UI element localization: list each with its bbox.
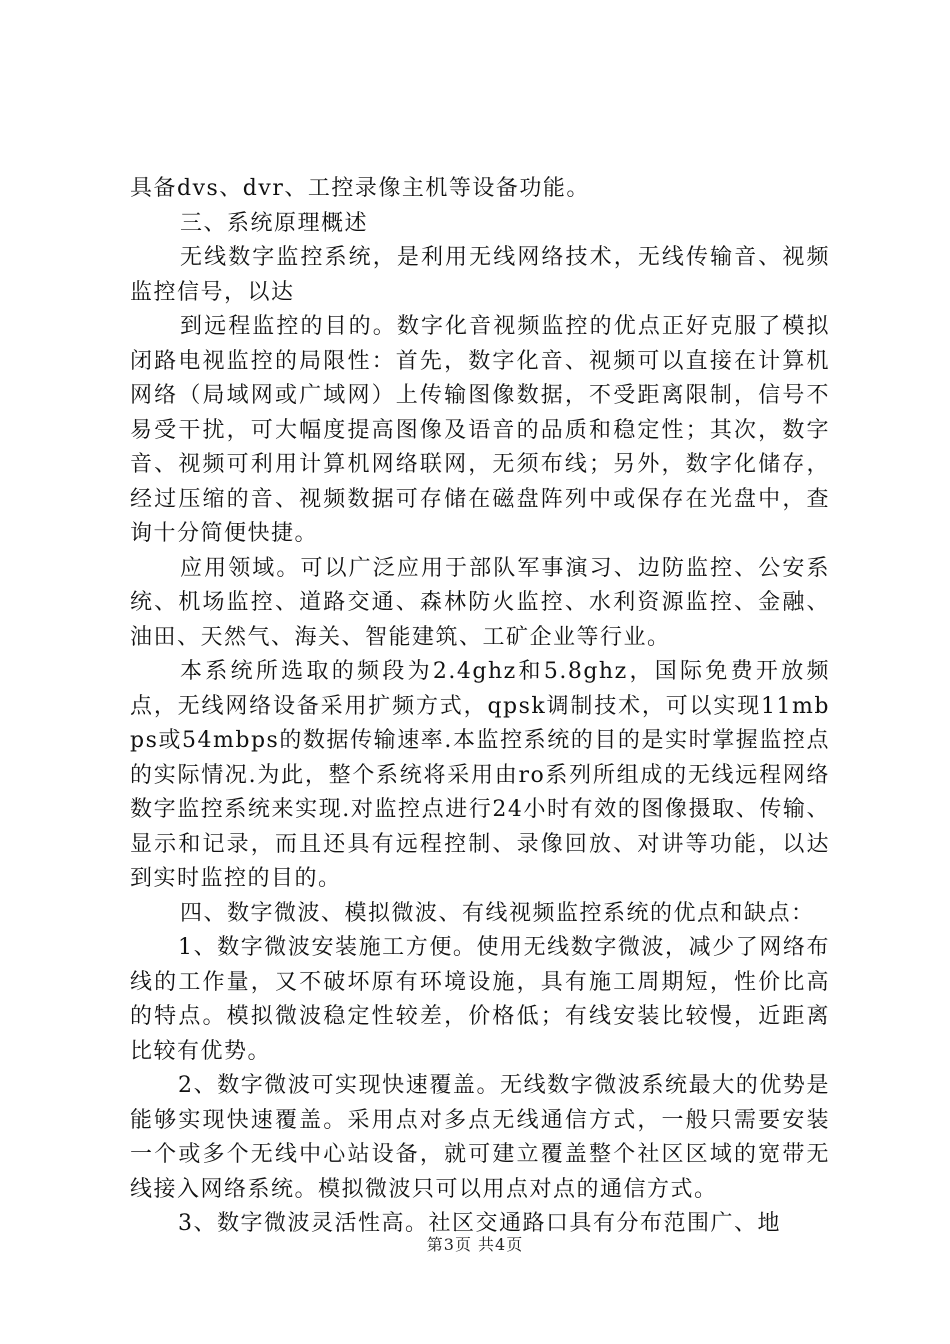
list-item-coverage: 2、数字微波可实现快速覆盖。无线数字微波系统最大的优势是能够实现快速覆盖。采用点对多点无线通信方式，一般只需要安装一个或多个无线中心站设备，就可建立覆盖整个社区区域的宽带无线接入网络系统。模拟微波只可以用点对点的通信方式。 [130, 1073, 830, 1202]
paragraph-application-fields: 应用领域。可以广泛应用于部队军事演习、边防监控、公安系统、机场监控、道路交通、森林防火监控、水利资源监控、金融、油田、天然气、海关、智能建筑、工矿企业等行业。 [130, 555, 830, 650]
list-item-flexibility: 3、数字微波灵活性高。社区交通路口具有分布范围广、地 [178, 1211, 781, 1236]
document-body [130, 172, 830, 1242]
paragraph-digital-advantages: 到远程监控的目的。数字化音视频监控的优点正好克服了模拟闭路电视监控的局限性：首先，数字化音、视频可以直接在计算机网络（局域网或广域网）上传输图像数据，不受距离限制，信号不易受干扰，可大幅度提高图像及语音的品质和稳定性；其次，数字音、视频可利用计算机网络联网，无须布线；另外，数字化储存，经过压缩的音、视频数据可存储在磁盘阵列中或保存在光盘中，查询十分简便快捷。 [130, 314, 830, 546]
section-heading-comparison: 四、数字微波、模拟微波、有线视频监控系统的优点和缺点： [180, 900, 815, 926]
page-number-footer: 第3页 共4页 [426, 1235, 524, 1254]
paragraph-continuation: 具备dvs、dvr、工控录像主机等设备功能。 [130, 176, 590, 201]
paragraph-system-intro: 无线数字监控系统，是利用无线网络技术，无线传输音、视频监控信号，以达 [130, 245, 830, 305]
section-heading-principle: 三、系统原理概述 [180, 210, 369, 236]
paragraph-frequency-bands: 本系统所选取的频段为2.4ghz和5.8ghz，国际免费开放频点，无线网络设备采用扩频方式，qpsk调制技术，可以实现11mbps或54mbps的数据传输速率.本监控系统的目的是实时掌握监控点的实际情况.为此，整个系统将采用由ro系列所组成的无线远程网络数字监控系统来实现.对监控点进行24小时有效的图像摄取、传输、显示和记录，而且还具有远程控制、录像回放、对讲等功能，以达到实时监控的目的。 [130, 659, 830, 891]
list-item-installation: 1、数字微波安装施工方便。使用无线数字微波，减少了网络布线的工作量，又不破坏原有环境设施，具有施工周期短，性价比高的特点。模拟微波稳定性较差，价格低；有线安装比较慢，近距离比较有优势。 [130, 935, 830, 1064]
